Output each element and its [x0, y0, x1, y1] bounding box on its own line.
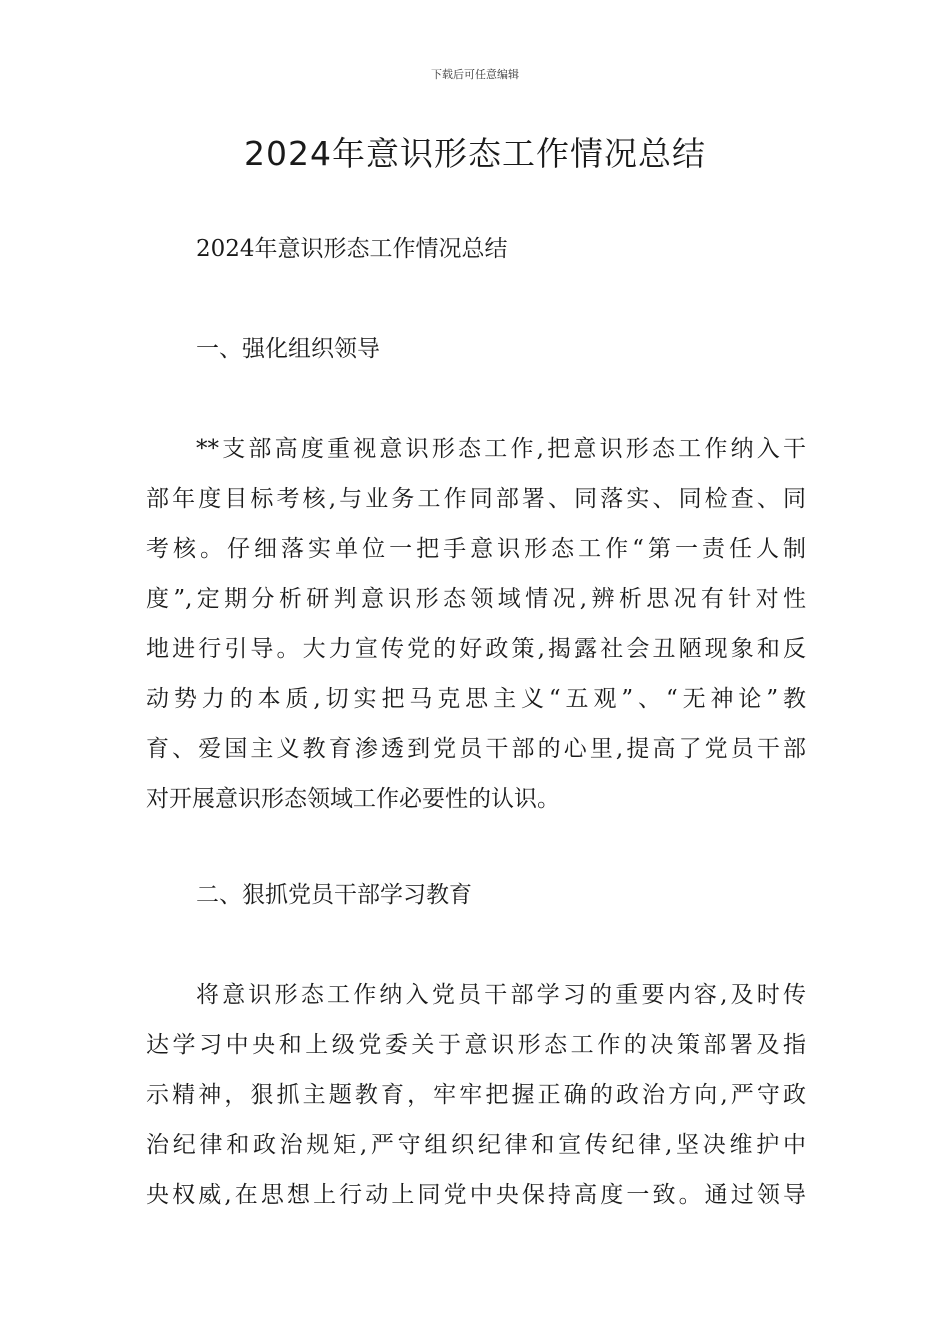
section1-paragraph [146, 424, 806, 824]
paragraph-line: 度”,定期分析研判意识形态领域情况,辨析思况有针对性 [146, 586, 806, 612]
section2-heading-block [146, 870, 806, 920]
paragraph-line: 育、爱国主义教育渗透到党员干部的心里,提高了党员干部 [146, 736, 806, 762]
paragraph-line: 对开展意识形态领域工作必要性的认识。 [146, 786, 560, 812]
paragraph-line: 动势力的本质,切实把马克思主义“五观”、“无神论”教 [146, 686, 806, 712]
paragraph-line: 地进行引导。大力宣传党的好政策,揭露社会丑陋现象和反 [146, 636, 806, 662]
paragraph-line: 示精神，狠抓主题教育，牢牢把握正确的政治方向,严守政 [146, 1082, 806, 1108]
header-note: 下载后可任意编辑 [431, 68, 519, 81]
section2-heading: 二、狠抓党员干部学习教育 [196, 882, 472, 908]
paragraph-line: 治纪律和政治规矩,严守组织纪律和宣传纪律,坚决维护中 [146, 1132, 806, 1158]
subtitle: 2024年意识形态工作情况总结 [196, 236, 508, 262]
paragraph-line: 考核。仔细落实单位一把手意识形态工作“第一责任人制 [146, 536, 806, 562]
paragraph-line: 部年度目标考核,与业务工作同部署、同落实、同检查、同 [146, 486, 806, 512]
paragraph-line: 将意识形态工作纳入党员干部学习的重要内容,及时传 [196, 982, 806, 1008]
paragraph-line: 央权威,在思想上行动上同党中央保持高度一致。通过领导 [146, 1182, 806, 1208]
paragraph-line: 达学习中央和上级党委关于意识形态工作的决策部署及指 [146, 1032, 806, 1058]
section1-heading: 一、强化组织领导 [196, 336, 380, 362]
subtitle-block [146, 224, 806, 274]
paragraph-line: **支部高度重视意识形态工作,把意识形态工作纳入干 [196, 436, 806, 462]
document-title: 2024年意识形态工作情况总结 [244, 134, 706, 173]
section1-heading-block [146, 324, 806, 374]
section2-paragraph [146, 970, 806, 1220]
